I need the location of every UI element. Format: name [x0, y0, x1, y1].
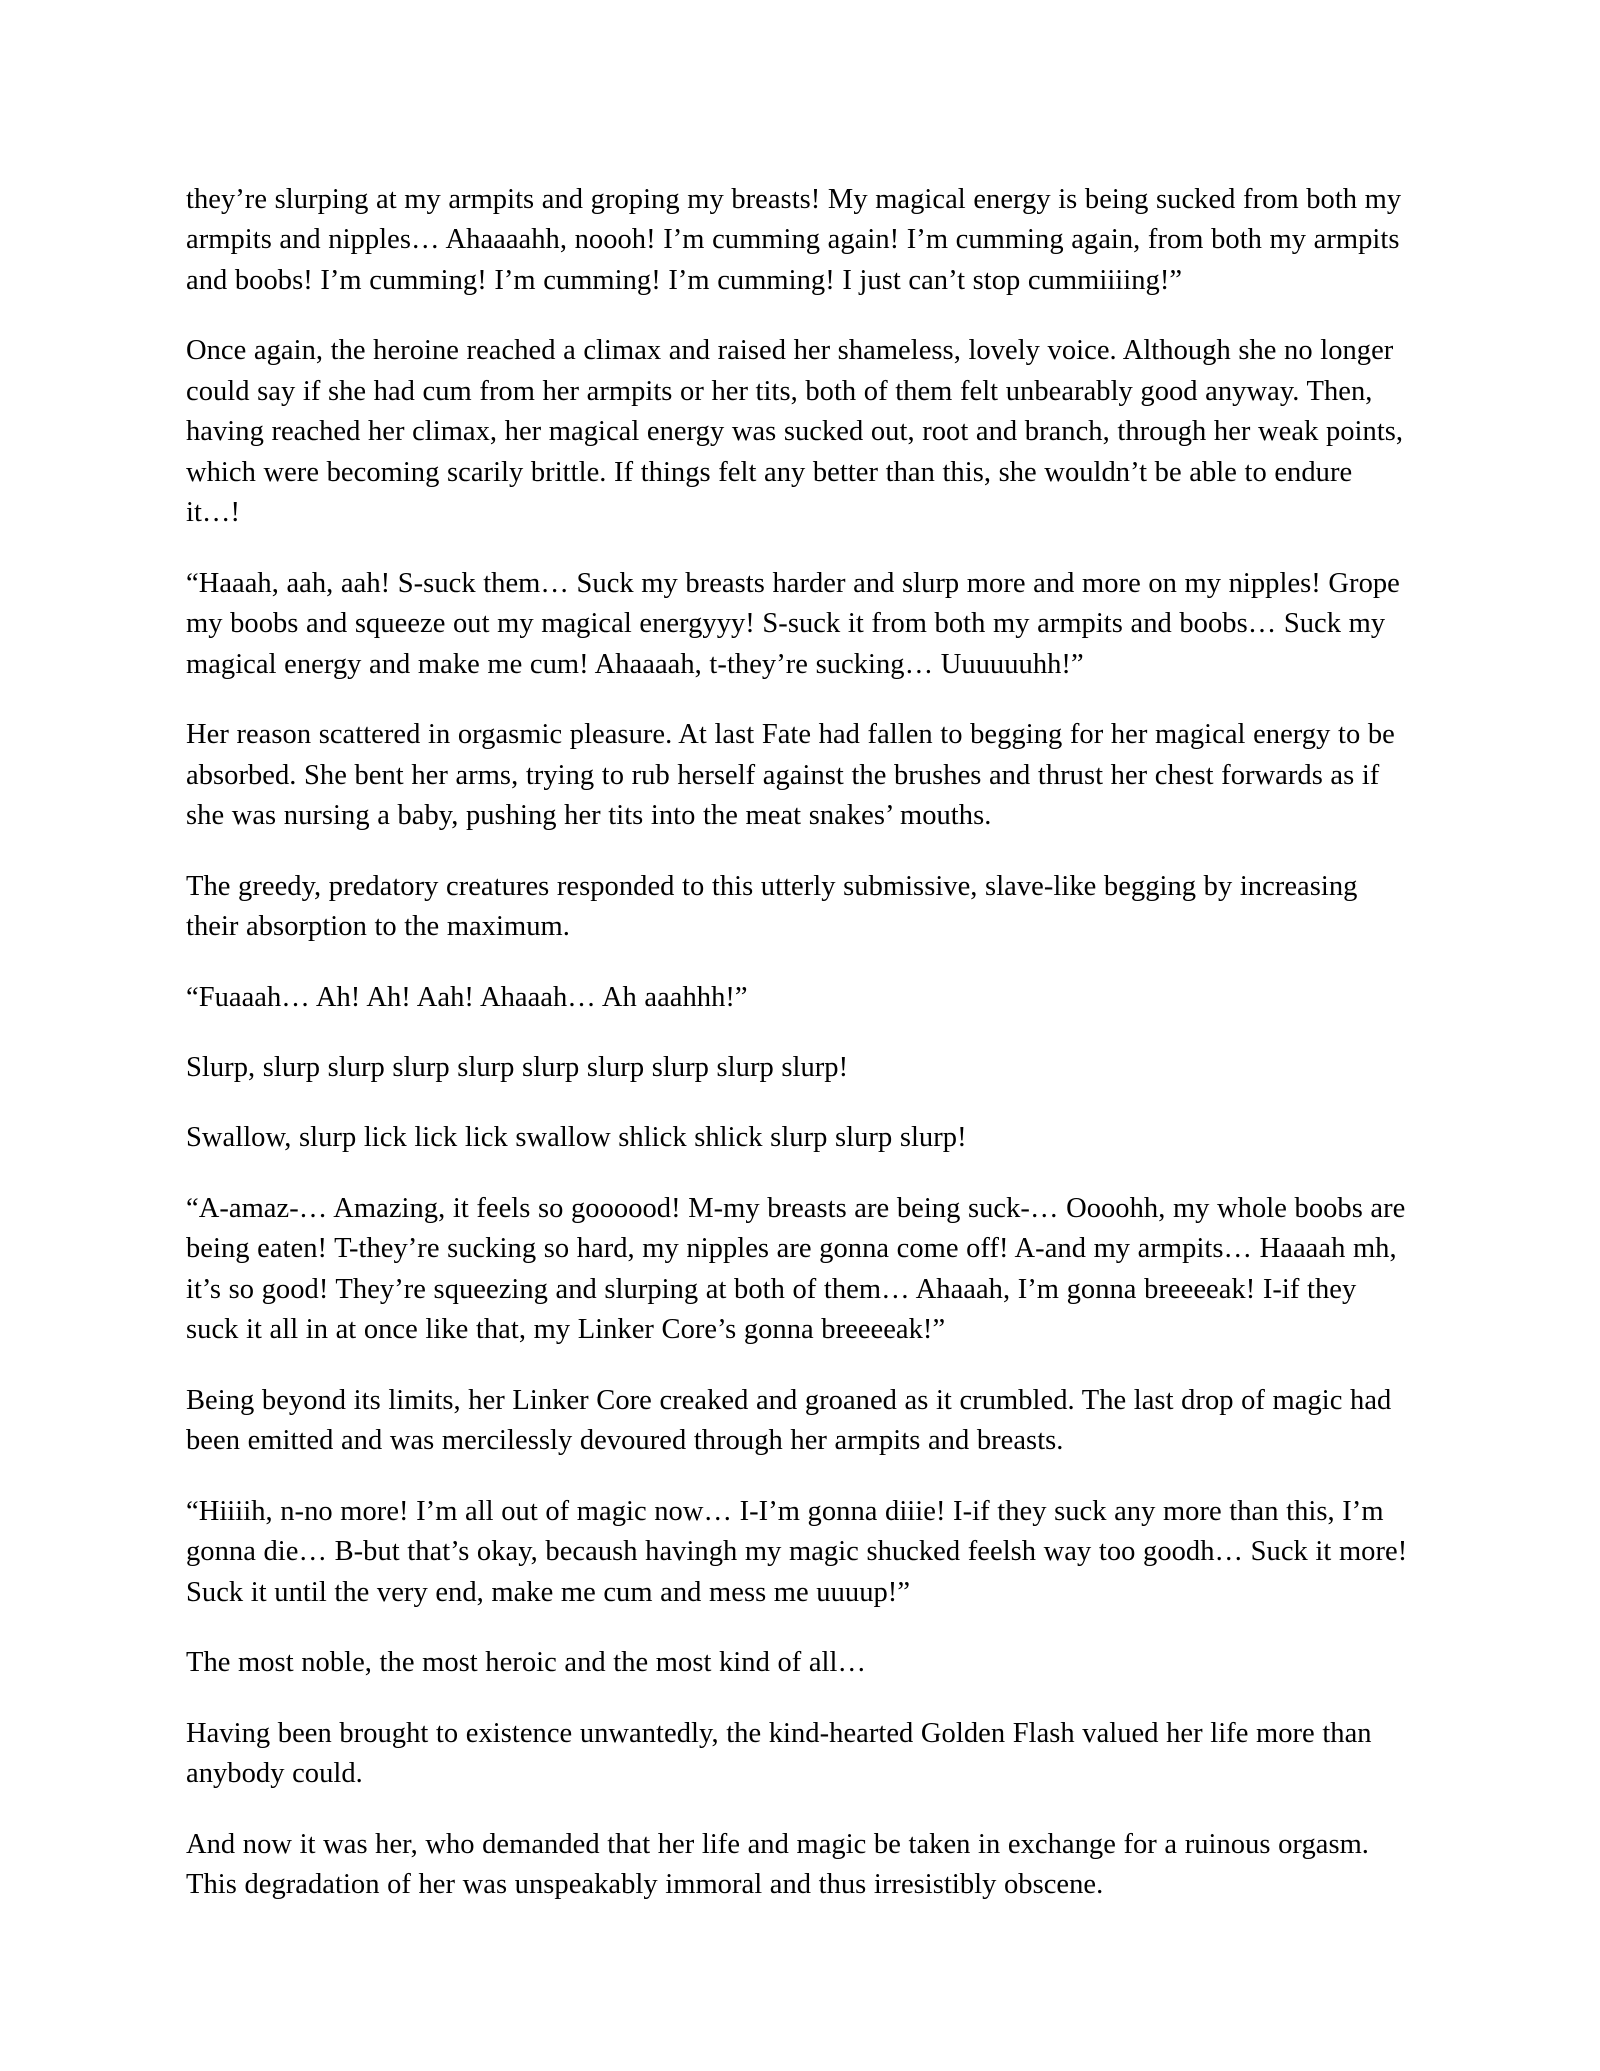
paragraph: And now it was her, who demanded that her life and magic be taken in exchange for a ruinous orgasm. This degradation of her was unspeakably immoral and thus irresistibly obscene.: [186, 1828, 1369, 1900]
body-text-column: [186, 180, 1408, 1905]
paragraph: Once again, the heroine reached a climax and raised her shameless, lovely voice. Although she no longer could say if she had cum from her armpits or her tits, both of them felt unbearably good anyway. Then, having reached her climax, her magical energy was sucked out, root and branch, through her weak points, which were becoming scarily brittle. If things felt any better than this, she wouldn’t be able to endure it…!: [186, 335, 1404, 529]
paragraph: Her reason scattered in orgasmic pleasure. At last Fate had fallen to begging for her magical energy to be absorbed. She bent her arms, trying to rub herself against the brushes and thrust her chest forwards as if she was nursing a baby, pushing her tits into the meat snakes’ mouths.: [186, 719, 1395, 832]
paragraph: “Hiiiih, n-no more! I’m all out of magic now… I-I’m gonna diiie! I-if they suck any more than this, I’m gonna die… B-but that’s okay, becaush havingh my magic shucked feelsh way too goodh… Suck it more! Suck it until the very end, make me cum and mess me uuuup!”: [186, 1495, 1408, 1608]
paragraph: “Fuaaah… Ah! Ah! Aah! Ahaaah… Ah aaahhh!”: [186, 981, 748, 1013]
paragraph: they’re slurping at my armpits and groping my breasts! My magical energy is being sucked from both my armpits and nipples… Ahaaaahh, noooh! I’m cumming again! I’m cumming again, from both my armpits and boobs! I’m cumming! I’m cumming! I’m cumming! I just can’t stop cummiiiing!”: [186, 184, 1402, 296]
paragraph: “Haaah, aah, aah! S-suck them… Suck my breasts harder and slurp more and more on my nipples! Grope my boobs and squeeze out my magical energyyy! S-suck it from both my armpits and boobs… Suck my magical energy and make me cum! Ahaaaah, t-they’re sucking… Uuuuuuhh!”: [186, 567, 1400, 680]
paragraph: The most noble, the most heroic and the most kind of all…: [186, 1647, 867, 1679]
paragraph: The greedy, predatory creatures responded to this utterly submissive, slave-like begging by increasing their absorption to the maximum.: [186, 870, 1358, 943]
paragraph: Having been brought to existence unwantedly, the kind-hearted Golden Flash valued her life more than anybody could.: [186, 1717, 1372, 1790]
paragraph: Being beyond its limits, her Linker Core creaked and groaned as it crumbled. The last drop of magic had been emitted and was mercilessly devoured through her armpits and breasts.: [186, 1384, 1392, 1457]
paragraph: Swallow, slurp lick lick lick swallow shlick shlick slurp slurp slurp!: [186, 1122, 967, 1154]
paragraph: “A-amaz-… Amazing, it feels so goooood! M-my breasts are being suck-… Oooohh, my whole boobs are being eaten! T-they’re sucking so hard, my nipples are gonna come off! A-and my armpits… Haaaah mh, it’s so good! They’re squeezing and slurping at both of them… Ahaaah, I’m gonna breeeeak! I-if they suck it all in at once like that, my Linker Core’s gonna breeeeak!”: [186, 1192, 1406, 1346]
paragraph: Slurp, slurp slurp slurp slurp slurp slurp slurp slurp slurp!: [186, 1051, 849, 1083]
